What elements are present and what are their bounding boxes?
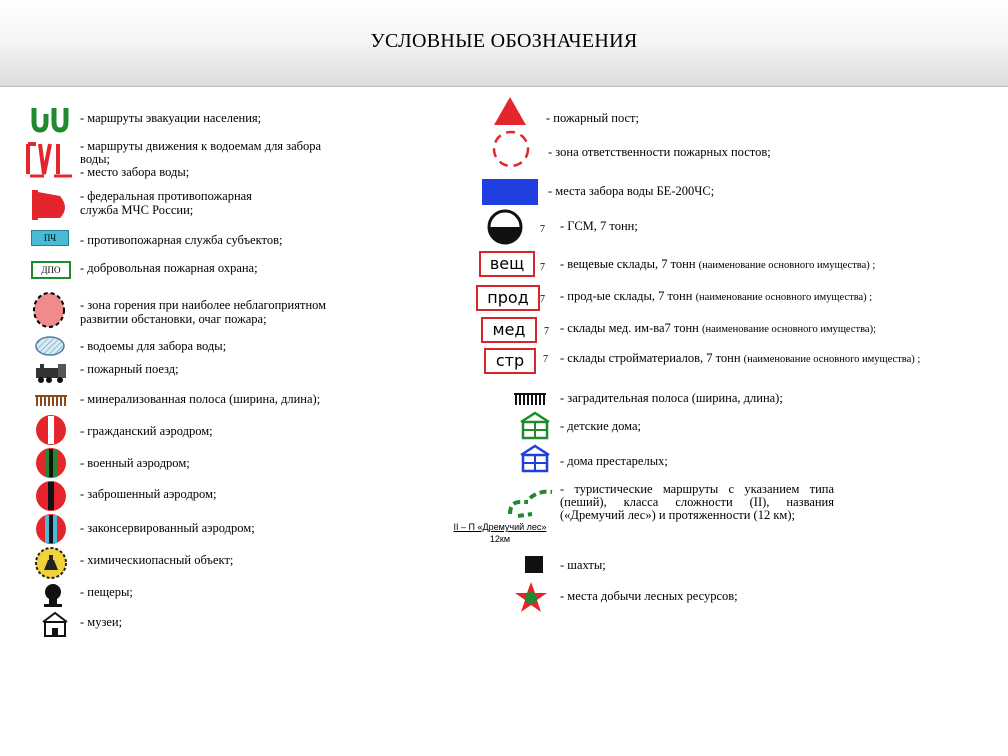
building-store-note: (наименование основного имущества) ; bbox=[743, 354, 921, 365]
mothballed-aerodrome-icon bbox=[35, 513, 67, 545]
post-zone-label: - зона ответственности пожарных постов; bbox=[548, 145, 771, 159]
barrier-strip-label: - заградительная полоса (ширина, длина); bbox=[560, 391, 783, 405]
water-intake-label: - место забора воды; bbox=[80, 165, 190, 179]
clothing-store-note: (наименование основного имущества) ; bbox=[698, 260, 876, 271]
dpo-badge-icon bbox=[31, 261, 71, 279]
mineral-strip-label: - минерализованная полоса (ширина, длина); bbox=[80, 392, 321, 406]
orphanage-label: - детские дома; bbox=[560, 419, 642, 433]
barrier-strip-icon bbox=[512, 391, 548, 407]
mothballed-aerodrome-label: - законсервированный аэродром; bbox=[80, 521, 255, 535]
water-routes-label-line1: - маршруты движения к водоемам для забора bbox=[80, 139, 322, 153]
cave-icon bbox=[40, 582, 66, 608]
tourist-route-caption-line2: 12км bbox=[489, 534, 511, 544]
fire-train-icon bbox=[34, 362, 68, 384]
pch-badge-text: ПЧ bbox=[43, 233, 57, 243]
building-store-box-text: стр bbox=[495, 351, 525, 370]
pch-badge-icon bbox=[31, 230, 69, 246]
medical-store-main: - склады мед. им-ва7 тонн bbox=[560, 321, 699, 335]
medical-store-box-text: мед bbox=[492, 320, 526, 339]
mines-label: - шахты; bbox=[560, 558, 606, 572]
mchs-flag-icon bbox=[30, 188, 70, 222]
military-aerodrome-icon bbox=[35, 447, 67, 479]
clothing-store-box-text: вещ bbox=[489, 254, 525, 273]
chemical-object-label: - химическиопасный объект; bbox=[80, 553, 234, 567]
building-store-label bbox=[560, 352, 940, 366]
mineral-strip-icon bbox=[33, 392, 69, 408]
chemical-object-icon bbox=[34, 546, 68, 580]
clothing-store-box bbox=[479, 251, 535, 277]
gsm-weight-number: 7 bbox=[540, 224, 545, 235]
slide-header bbox=[0, 0, 1008, 87]
building-store-box bbox=[484, 348, 536, 374]
mchs-label-line1: - федеральная противопожарная bbox=[80, 189, 252, 203]
fire-post-label: - пожарный пост; bbox=[546, 111, 639, 125]
museums-label: - музеи; bbox=[80, 615, 123, 629]
caves-label: - пещеры; bbox=[80, 585, 133, 599]
building-weight-number: 7 bbox=[543, 354, 548, 365]
mchs-label-line2: служба МЧС России; bbox=[80, 203, 194, 217]
clothing-store-label bbox=[560, 258, 875, 272]
fire-post-icon bbox=[492, 95, 528, 127]
mine-icon bbox=[525, 556, 543, 573]
ponds-label: - водоемы для забора воды; bbox=[80, 339, 227, 353]
military-aerodrome-label: - военный аэродром; bbox=[80, 456, 190, 470]
nursing-home-label: - дома престарелых; bbox=[560, 454, 668, 468]
water-routes-label-line2: воды; bbox=[80, 152, 110, 166]
food-store-box bbox=[476, 285, 540, 311]
dpo-badge-text: ДПО bbox=[41, 265, 61, 275]
gsm-label: - ГСМ, 7 тонн; bbox=[560, 219, 638, 233]
water-intake-marker-icon bbox=[28, 170, 74, 182]
forest-resources-label: - места добычи лесных ресурсов; bbox=[560, 589, 738, 603]
medical-store-label bbox=[560, 322, 876, 336]
orphanage-icon bbox=[518, 410, 552, 440]
building-store-main: - склады стройматериалов, 7 тонн bbox=[560, 351, 741, 365]
volunteer-label: - добровольная пожарная охрана; bbox=[80, 261, 258, 275]
food-store-main: - прод-ые склады, 7 тонн bbox=[560, 289, 693, 303]
subjects-service-label: - противопожарная служба субъектов; bbox=[80, 233, 283, 247]
burn-zone-label-line2: развитии обстановки, очаг пожара; bbox=[80, 312, 267, 326]
food-store-label bbox=[560, 290, 872, 304]
burn-zone-icon bbox=[31, 290, 67, 330]
be200-intake-icon bbox=[482, 179, 538, 205]
page-title: УСЛОВНЫЕ ОБОЗНАЧЕНИЯ bbox=[370, 30, 638, 52]
forest-resources-icon bbox=[514, 581, 548, 613]
abandoned-aerodrome-icon bbox=[35, 480, 67, 512]
burn-zone-label-line1: - зона горения при наиболее неблагоприятном bbox=[80, 298, 327, 312]
medical-store-box bbox=[481, 317, 537, 343]
food-weight-number: 7 bbox=[540, 294, 545, 305]
food-store-note: (наименование основного имущества) ; bbox=[695, 292, 873, 303]
clothing-store-main: - вещевые склады, 7 тонн bbox=[560, 257, 696, 271]
abandoned-aerodrome-label: - заброшенный аэродром; bbox=[80, 487, 217, 501]
tourist-route-label: - туристические маршруты с указанием типа (пеший), класса сложности (II), названия («Дремучий лес») и протяженности (12 км); bbox=[560, 482, 834, 522]
nursing-home-icon bbox=[518, 443, 552, 473]
medical-store-note: (наименование основного имущества); bbox=[701, 324, 876, 335]
civil-aerodrome-label: - гражданский аэродром; bbox=[80, 424, 213, 438]
museum-icon bbox=[40, 610, 70, 638]
tourist-route-icon bbox=[506, 486, 556, 522]
evacuation-routes-label: - маршруты эвакуации населения; bbox=[80, 111, 262, 125]
fuel-storage-icon bbox=[486, 208, 524, 246]
civil-aerodrome-icon bbox=[35, 414, 67, 446]
pond-icon bbox=[34, 335, 66, 357]
be200-label: - места забора воды БЕ-200ЧС; bbox=[548, 184, 715, 198]
fire-train-label: - пожарный поезд; bbox=[80, 362, 179, 376]
post-zone-icon bbox=[490, 128, 532, 170]
clothing-weight-number: 7 bbox=[540, 262, 545, 273]
evacuation-route-icon bbox=[28, 104, 70, 134]
tourist-route-caption-line1: II – П «Дремучий лес» bbox=[453, 522, 547, 532]
medical-weight-number: 7 bbox=[544, 326, 549, 337]
food-store-box-text: прод bbox=[487, 288, 529, 307]
